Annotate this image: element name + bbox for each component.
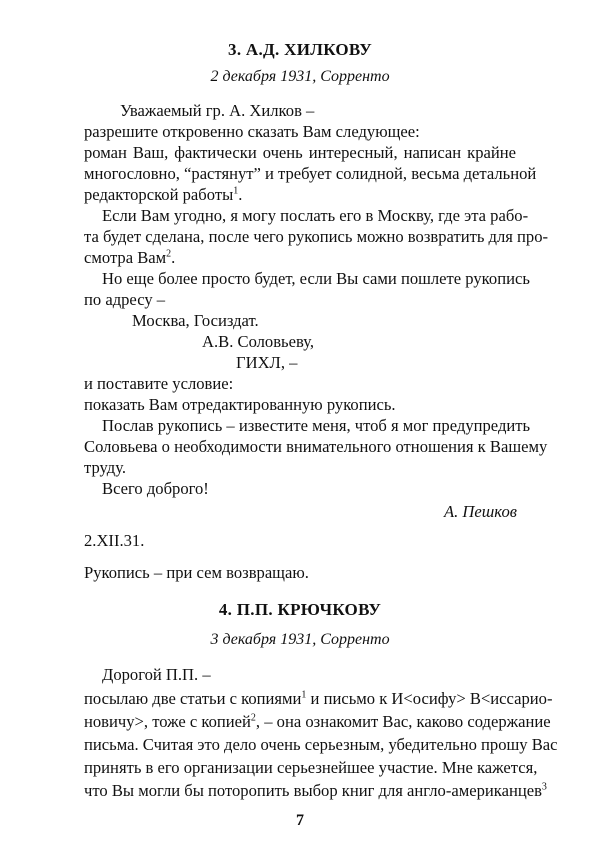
letter-3-line-text: смотра Вам bbox=[84, 248, 167, 267]
footnote-marker: 3 bbox=[541, 781, 547, 793]
letter-4-line-text: посылаю две статьи с копиями bbox=[84, 689, 302, 708]
letter-4-heading: 4. П.П. КРЮЧКОВУ bbox=[218, 600, 382, 619]
letter-3-heading: 3. А.Д. ХИЛКОВУ bbox=[228, 40, 372, 59]
letter-4-line-text: , – она ознакомит Вас, каково содержание bbox=[255, 712, 551, 731]
letter-4-salutation: Дорогой П.П. – bbox=[102, 665, 211, 684]
address-line: ГИХЛ, – bbox=[236, 353, 298, 372]
letter-3-salutation: Уважаемый гр. А. Хилков – bbox=[120, 101, 315, 120]
letter-4-line bbox=[84, 711, 551, 733]
letter-3-line: разрешите откровенно сказать Вам следующее: bbox=[84, 122, 420, 141]
address-line: Москва, Госиздат. bbox=[132, 311, 259, 330]
letter-3-line: та будет сделана, после чего рукопись можно возвратить для про- bbox=[84, 227, 549, 246]
footnote-marker: 1 bbox=[301, 689, 307, 701]
footnote-marker: 2 bbox=[166, 248, 172, 260]
address-line: А.В. Соловьеву, bbox=[202, 332, 315, 351]
page-number: 7 bbox=[296, 812, 304, 829]
letter-4-line: письма. Считая это дело очень серьезным, убедительно прошу Вас bbox=[84, 735, 558, 754]
letter-3-line: по адресу – bbox=[84, 290, 166, 309]
postscript: Рукопись – при сем возвращаю. bbox=[84, 563, 309, 582]
letter-3-line: труду. bbox=[84, 458, 127, 477]
footnote-marker: 1 bbox=[233, 185, 239, 197]
letter-3-line: и поставите условие: bbox=[84, 374, 234, 393]
letter-4-line-text: и письмо к И<осифу> В<иссарио- bbox=[306, 689, 553, 708]
letter-3-line-end: . bbox=[238, 185, 243, 204]
letter-3-line: показать Вам отредактированную рукопись. bbox=[84, 395, 396, 414]
letter-3-line-end: . bbox=[171, 248, 176, 267]
letter-3-line bbox=[84, 247, 175, 269]
letter-4-dateline: 3 декабря 1931, Сорренто bbox=[210, 631, 390, 648]
letter-3-line: Но еще более просто будет, если Вы сами пошлете рукопись bbox=[102, 269, 530, 288]
letter-4-line bbox=[84, 780, 547, 802]
letter-3-line bbox=[84, 184, 242, 206]
letter-4-line-text: что Вы могли бы поторопить выбор книг для англо-американцев bbox=[84, 781, 542, 800]
letter-3-line: роман Ваш, фактически очень интересный, написан крайне bbox=[84, 143, 516, 162]
letter-4-line-text: новичу>, тоже с копией bbox=[84, 712, 251, 731]
letter-4-line bbox=[84, 688, 553, 710]
letter-3-line: Послав рукопись – известите меня, чтоб я мог предупредить bbox=[102, 416, 531, 435]
letter-3-dateline: 2 декабря 1931, Сорренто bbox=[210, 68, 390, 85]
letter-date: 2.XII.31. bbox=[84, 531, 145, 550]
letter-3-line: Всего доброго! bbox=[102, 479, 209, 498]
signature: А. Пешков bbox=[444, 502, 517, 521]
letter-3-line: Если Вам угодно, я могу послать его в Москву, где эта рабо- bbox=[102, 206, 529, 225]
letter-3-line-text: редакторской работы bbox=[84, 185, 234, 204]
footnote-marker: 2 bbox=[250, 712, 256, 724]
letter-4-line: принять в его организации серьезнейшее участие. Мне кажется, bbox=[84, 758, 538, 777]
letter-3-line: многословно, “растянут” и требует солидной, весьма детальной bbox=[84, 164, 537, 183]
letter-3-line: Соловьева о необходимости внимательного отношения к Вашему bbox=[84, 437, 548, 456]
